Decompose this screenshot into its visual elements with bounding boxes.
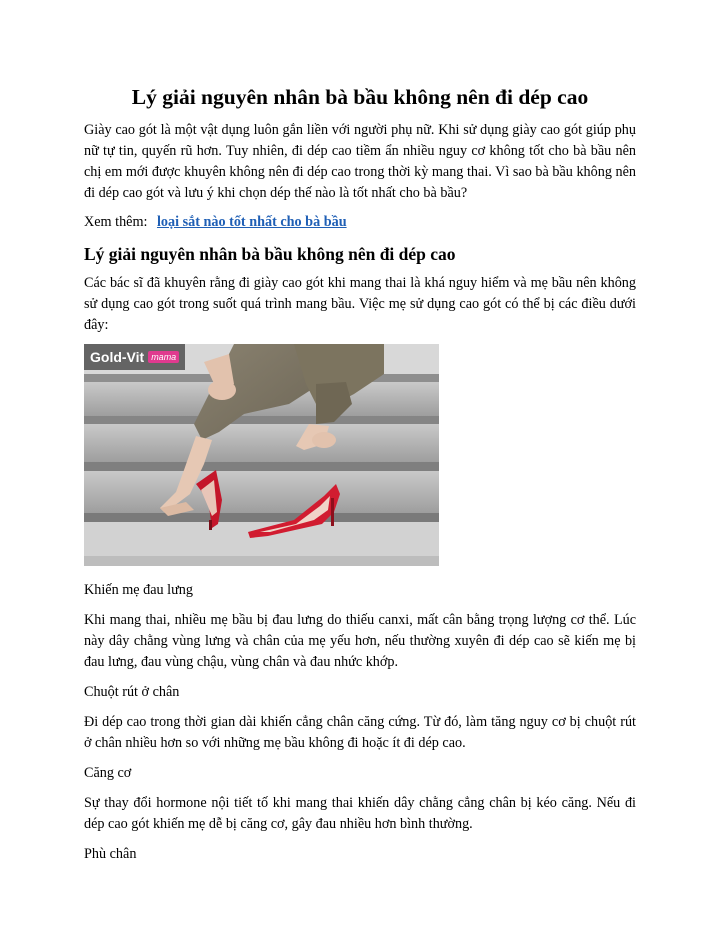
- logo-badge: mama: [148, 351, 179, 363]
- item-paragraph: Đi dép cao trong thời gian dài khiến cẳng chân căng cứng. Từ đó, làm tăng nguy cơ bị chuột rút ở chân nhiều hơn so với những mẹ bầu không đi hoặc ít đi dép cao.: [84, 714, 636, 751]
- see-also-label: Xem thêm:: [84, 214, 148, 230]
- item-heading: Căng cơ: [84, 765, 132, 781]
- see-also-link[interactable]: loại sắt nào tốt nhất cho bà bầu: [156, 214, 347, 230]
- brand-logo: [84, 344, 185, 370]
- item-paragraph: Khi mang thai, nhiều mẹ bầu bị đau lưng do thiếu canxi, mất cân bằng trọng lượng cơ thể. Lúc này dây chằng vùng lưng và chân của mẹ yếu hơn, nếu thường xuyên đi dép cao sẽ kiến mẹ bị đau lưng, đau vùng chậu, vùng chân và đau nhức khớp.: [84, 612, 636, 670]
- item-heading: Khiến mẹ đau lưng: [84, 582, 193, 598]
- article-photo: [84, 344, 439, 566]
- section-intro-paragraph: Các bác sĩ đã khuyên rằng đi giày cao gót khi mang thai là khá nguy hiểm và mẹ bầu nên không sử dụng cao gót trong suốt quá trình mang bầu. Việc mẹ sử dụng cao gót có thể bị các điều dưới đây:: [84, 275, 636, 333]
- logo-text: Gold-Vit: [90, 349, 145, 365]
- item-heading: Chuột rút ở chân: [84, 684, 180, 700]
- see-also-line: [84, 212, 636, 233]
- item-heading: Phù chân: [84, 846, 137, 862]
- stairs-heels-illustration: [84, 344, 439, 566]
- item-paragraph: Sự thay đổi hormone nội tiết tố khi mang thai khiến dây chằng cẳng chân bị kéo căng. Nếu đi dép cao gót khiến mẹ dễ bị căng cơ, gây đau nhiều hơn bình thường.: [84, 795, 636, 832]
- section-heading: Lý giải nguyên nhân bà bầu không nên đi dép cao: [84, 244, 456, 264]
- article-title: Lý giải nguyên nhân bà bầu không nên đi dép cao: [131, 85, 589, 109]
- intro-paragraph: Giày cao gót là một vật dụng luôn gắn liền với người phụ nữ. Khi sử dụng giày cao gót giúp phụ nữ tự tin, quyến rũ hơn. Tuy nhiên, đi dép cao tiềm ẩn nhiều nguy cơ không tốt cho bà bầu nên chị em mới được khuyên không nên đi dép cao trong thời kỳ mang thai. Vì sao bà bầu không nên đi dép cao gót và lưu ý khi chọn dép thế nào là tốt nhất cho bà bầu?: [84, 122, 636, 201]
